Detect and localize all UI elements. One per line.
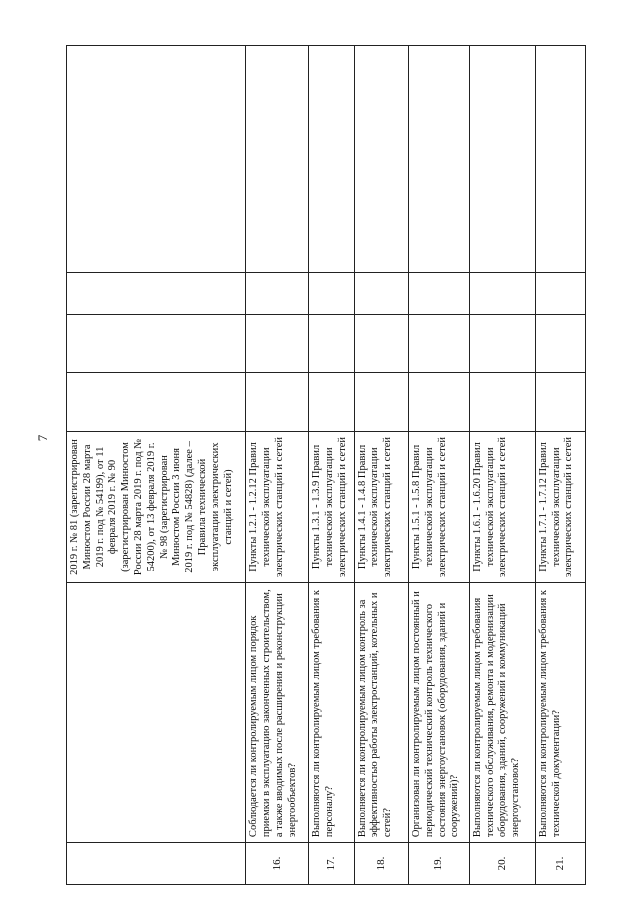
checklist-table — [66, 45, 586, 885]
row-3-col-6 — [354, 272, 408, 314]
row-4-question: Организован ли контролируемым лицом постоянный и периодический технический контроль технического состояния энергоустановок (оборудования, зданий и сооружений)? — [409, 582, 470, 842]
row-0-col-4 — [67, 373, 246, 432]
row-2-question: Выполняются ли контролируемым лицом требования к персоналу? — [309, 582, 354, 842]
table-row — [309, 46, 354, 885]
row-0-reference: 2019 г. № 81 (зарегистрирован Минюстом России 28 марта 2019 г. под № 54199), от 11 февраля 2019 г. № 90 (зарегистрирован Минюстом России 28 марта 2019 г. под № 54200), от 13 февраля 2019 г. № 98 (зарегистрирован Минюстом России 3 июня 2019 г. под № 54828) (далее – Правила технической эксплуатации электрических станций и сетей) — [67, 431, 246, 582]
row-6-col-4 — [535, 373, 585, 432]
row-6-col-6 — [535, 272, 585, 314]
row-4-number: 19. — [409, 843, 470, 885]
row-3-question: Выполняется ли контролируемым лицом контроль за эффективностью работы электростанций, котельных и сетей? — [354, 582, 408, 842]
row-1-col-5 — [246, 314, 309, 373]
row-1-col-7 — [246, 46, 309, 273]
row-1-col-6 — [246, 272, 309, 314]
page-number: 7 — [35, 434, 50, 442]
row-2-number: 17. — [309, 843, 354, 885]
row-3-col-5 — [354, 314, 408, 373]
table-row — [67, 46, 246, 885]
row-2-col-4 — [309, 373, 354, 432]
row-2-col-7 — [309, 46, 354, 273]
table-row — [409, 46, 470, 885]
table-row — [469, 46, 535, 885]
row-2-col-5 — [309, 314, 354, 373]
row-3-col-7 — [354, 46, 408, 273]
row-1-col-4 — [246, 373, 309, 432]
table-row — [535, 46, 585, 885]
row-0-col-6 — [67, 272, 246, 314]
table-row — [246, 46, 309, 885]
row-3-reference: Пункты 1.4.1 - 1.4.8 Правил технической эксплуатации электрических станций и сетей — [354, 431, 408, 582]
row-2-reference: Пункты 1.3.1 - 1.3.9 Правил технической эксплуатации электрических станций и сетей — [309, 431, 354, 582]
row-6-question: Выполняются ли контролируемым лицом требования к технической документации? — [535, 582, 585, 842]
row-4-reference: Пункты 1.5.1 - 1.5.8 Правил технической эксплуатации электрических станций и сетей — [409, 431, 470, 582]
row-5-reference: Пункты 1.6.1 - 1.6.20 Правил технической эксплуатации электрических станций и сетей — [469, 431, 535, 582]
row-6-reference: Пункты 1.7.1 - 1.7.12 Правил технической эксплуатации электрических станций и сетей — [535, 431, 585, 582]
row-3-col-4 — [354, 373, 408, 432]
row-3-number: 18. — [354, 843, 408, 885]
row-5-col-7 — [469, 46, 535, 273]
row-0-col-5 — [67, 314, 246, 373]
row-0-number — [67, 843, 246, 885]
row-1-question: Соблюдается ли контролируемым лицом порядок приемки в эксплуатацию законченных строительством, а также вводимых после расширения и реконструкции энергообъектов? — [246, 582, 309, 842]
row-4-col-6 — [409, 272, 470, 314]
row-5-question: Выполняются ли контролируемым лицом требования технического обслуживания, ремонта и модернизации оборудования, зданий, сооружений и коммуникаций энергоустановок? — [469, 582, 535, 842]
row-4-col-4 — [409, 373, 470, 432]
row-5-col-5 — [469, 314, 535, 373]
row-1-reference: Пункты 1.2.1 - 1.2.12 Правил технической эксплуатации электрических станций и сетей — [246, 431, 309, 582]
rotated-table-area — [66, 45, 586, 885]
row-6-col-7 — [535, 46, 585, 273]
row-1-number: 16. — [246, 843, 309, 885]
row-5-number: 20. — [469, 843, 535, 885]
row-6-col-5 — [535, 314, 585, 373]
row-0-question — [67, 582, 246, 842]
row-4-col-7 — [409, 46, 470, 273]
row-0-col-7 — [67, 46, 246, 273]
row-4-col-5 — [409, 314, 470, 373]
row-6-number: 21. — [535, 843, 585, 885]
row-2-col-6 — [309, 272, 354, 314]
row-5-col-6 — [469, 272, 535, 314]
row-5-col-4 — [469, 373, 535, 432]
table-row — [354, 46, 408, 885]
